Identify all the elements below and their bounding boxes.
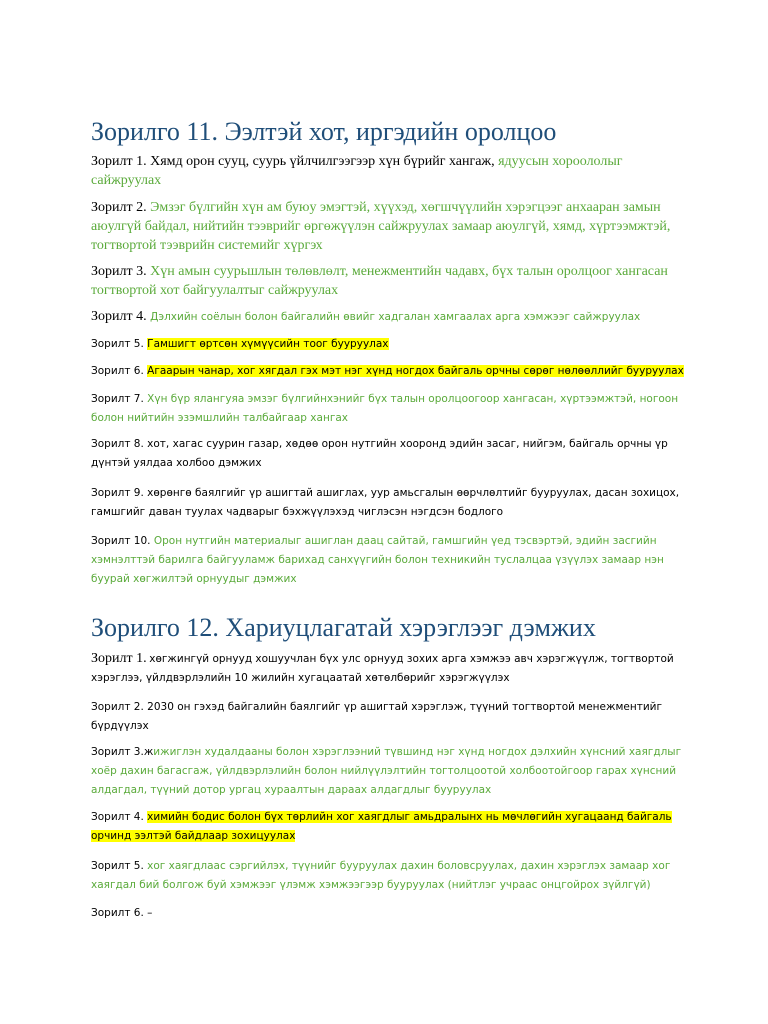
target-label: Зорилт 6. xyxy=(91,907,144,919)
target-label: Зорилт 7. xyxy=(91,393,144,405)
goal-12-target-5 xyxy=(91,857,691,895)
target-text: Хүн бүр ялангуяа эмзэг бүлгийнхэнийг бүх талын оролцоогоор хангасан, хүртээмжтэй, ногоон болон нийтийн эзэмшлийн талбайгаар хангах xyxy=(91,393,679,424)
target-text: хот, хагас суурин газар, хөдөө орон нутгийн хооронд эдийн засаг, нийгэм, байгаль орчны үр дүнтэй уялдаа холбоо дэмжих xyxy=(91,438,668,469)
target-text-green: ядуусын хороололыг сайжруулах xyxy=(91,154,623,188)
target-text: Хямд орон сууц, суурь үйлчилгээгээр хүн бүрийг хангаж, xyxy=(150,154,495,169)
target-text: 2030 он гэхэд байгалийн баялгийг үр ашигтай хэрэглэж, түүний тогтвортой менежментийг бүрдүүлэх xyxy=(91,701,662,732)
goal-11-heading: Зорилго 11. Ээлтэй хот, иргэдийн оролцоо xyxy=(91,117,557,146)
target-label: Зорилт 5. xyxy=(91,338,144,350)
target-label: Зорилт 2. xyxy=(91,200,147,215)
target-label: Зорилт 4. xyxy=(91,811,144,823)
goal-11-target-8 xyxy=(91,435,691,473)
target-label: Зорилт 1. xyxy=(91,154,147,169)
target-text: Эмзэг бүлгийн хүн ам буюу эмэгтэй, хүүхэд, хөгшчүүлийн хэрэгцээг анхааран замын аюулгүй байдал, нийтийн тээврийг өргөжүүлэн сайжруулах замаар аюулгүй, хямд, хүртээмжтэй, тогтвортой тээврийн системийг хүргэх xyxy=(91,200,671,253)
highlighted-target-text: Гамшигт өртсөн хүмүүсийн тоог бууруулах xyxy=(147,338,389,350)
target-label: Зорилт 2. xyxy=(91,701,144,713)
target-label: Зорилт 10. xyxy=(91,535,151,547)
goal-12-heading: Зорилго 12. Хариуцлагатай хэрэглээг дэмжих xyxy=(91,613,596,642)
goal-12-target-4 xyxy=(91,808,691,846)
target-label: Зорилт 1. xyxy=(91,651,147,666)
target-label: Зорилт 5. xyxy=(91,860,144,872)
target-text: хөрөнгө баялгийг үр ашигтай ашиглах, уур амьсгалын өөрчлөлтийг бууруулах, дасан зохицох, гамшгийг даван туулах чадварыг бэхжүүлэхэд чиглэсэн нэгдсэн бодлого xyxy=(91,487,680,518)
target-label: Зорилт 8. xyxy=(91,438,144,450)
target-text: – xyxy=(147,907,153,919)
highlighted-target-text: химийн бодис болон бүх төрлийн хог хаягдлыг амьдралынх нь мөчлөгийн хугацаанд байгаль орчинд ээлтэй байдлаар зохицуулах xyxy=(91,811,672,842)
target-text: Хүн амын суурьшлын төлөвлөлт, менежментийн чадавх, бүх талын оролцоог хангасан тогтвортой хот байгуулалтыг сайжруулах xyxy=(91,264,668,298)
goal-11-target-10 xyxy=(91,532,691,589)
goal-11-target-5 xyxy=(91,335,691,354)
goal-11-target-9 xyxy=(91,484,691,522)
target-text: Дэлхийн соёлын болон байгалийн өвийг хадгалан хамгаалах арга хэмжээг сайжруулах xyxy=(150,311,641,323)
target-label: Зорилт 4. xyxy=(91,309,147,324)
target-text-green: ижиглэн худалдааны болон хэрэглээний түвшинд нэг хүнд ногдох дэлхийн хүнсний хаягдлыг хоёр дахин багасгаж, үйлдвэрлэлийн болон нийлүүлэлтийн тогтолцоотой холбоотойгоор гарах хүнсний алдагдал, түүний дотор ургац хураалтын дараах алдагдлыг бууруулах xyxy=(91,746,682,796)
target-text: ж xyxy=(143,746,154,758)
goal-11-target-2 xyxy=(91,198,691,255)
highlighted-target-text: Агаарын чанар, хог хягдал гэх мэт нэг хүнд ногдох байгаль орчны сөрөг нөлөөллийг бууруулах xyxy=(147,365,684,377)
target-label: Зорилт 3. xyxy=(91,746,144,758)
goal-12-target-1 xyxy=(91,649,691,688)
target-label: Зорилт 9. xyxy=(91,487,144,499)
goal-11-target-3 xyxy=(91,262,691,300)
goal-12-target-3 xyxy=(91,743,691,800)
goal-11-target-7 xyxy=(91,390,691,428)
target-text: хог хаягдлаас сэргийлэх, түүнийг бууруулах дахин боловсруулах, дахин хэрэглэх замаар хог хаягдал бий болгож буй хэмжээг үлэмж хэмжээгээр бууруулах (нийтлэг учраас онцгойрох зүйлгүй) xyxy=(91,860,671,891)
target-text: хөгжингүй орнууд хошуучлан бүх улс орнууд зохих арга хэмжээ авч хэрэгжүүлж, тогтвортой хэрэглээ, үйлдвэрлэлийн 10 жилийн хугацаатай хөтөлбөрийг хэрэгжүүлэх xyxy=(91,653,674,684)
goal-11-target-4 xyxy=(91,307,691,327)
target-text: Орон нутгийн материалыг ашиглан даац сайтай, гамшгийн үед тэсвэртэй, эдийн засгийн хэмнэлттэй барилга байгууламж барихад санхүүгийн болон техникийн туслалцаа үзүүлэх замаар нэн буурай хөгжилтэй орнуудыг дэмжих xyxy=(91,535,664,585)
target-label: Зорилт 6. xyxy=(91,365,144,377)
goal-12-target-6 xyxy=(91,904,691,923)
goal-12-target-2 xyxy=(91,698,691,736)
target-label: Зорилт 3. xyxy=(91,264,147,279)
goal-11-target-1 xyxy=(91,152,691,190)
goal-11-target-6 xyxy=(91,362,691,381)
